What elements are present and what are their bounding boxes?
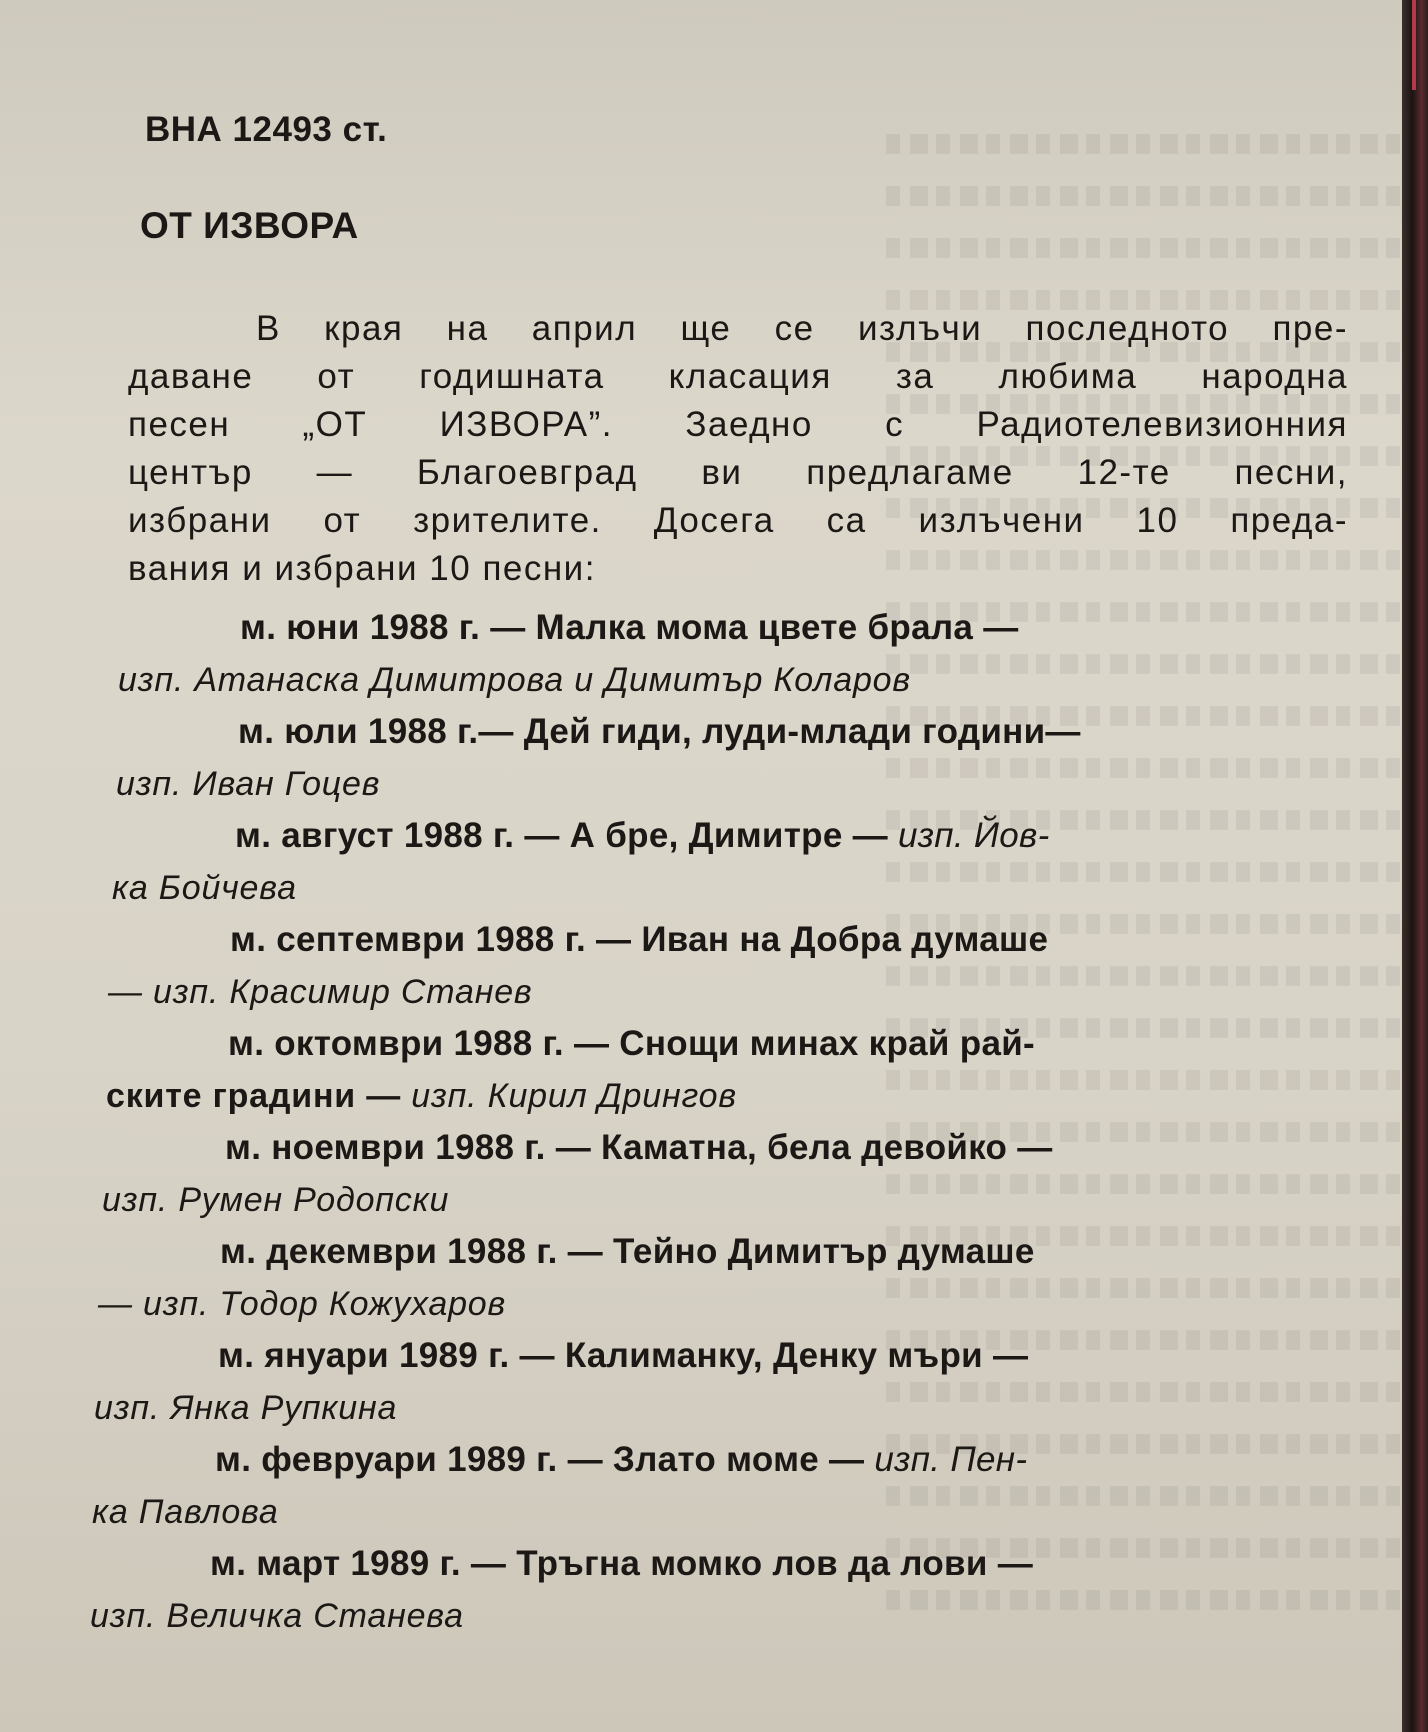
song-entry [90,602,1380,706]
song-title-line: м. септември 1988 г. — Иван на Добра думаше [230,920,1049,959]
song-performer: изп. Атанаска Димитрова и Димитър Коларов [118,661,911,699]
song-performer: — изп. Красимир Станев [108,973,533,1011]
song-performer-start: изп. Йов- [887,816,1050,855]
song-performer: ка Бойчева [112,869,297,907]
intro-line: В края на април ще се излъчи последното пре- [256,309,1348,348]
intro-line: даване от годишната класация за любима народна [128,357,1348,396]
song-performer: изп. Кирил Дрингов [411,1077,737,1115]
song-performer: изп. Величка Станева [90,1597,464,1635]
song-entry [90,1538,1380,1642]
song-entry [90,914,1380,1018]
song-performer: — изп. Тодор Кожухаров [98,1285,507,1323]
song-title-line: м. юли 1988 г.— Дей гиди, луди-млади години— [238,712,1081,751]
song-title-line: м. януари 1989 г. — Калиманку, Денку мъри — [218,1336,1029,1375]
song-list [90,602,1380,1642]
intro-line: избрани от зрителите. Досега са излъчени 10 преда- [128,501,1348,540]
song-entry [90,1018,1380,1122]
song-title-line: м. февруари 1989 г. — Злато моме — [215,1440,865,1479]
song-entry [90,1434,1380,1538]
song-title-line: м. декември 1988 г. — Тейно Димитър думаше [220,1232,1035,1271]
song-performer: изп. Иван Гоцев [116,765,381,803]
song-entry [90,810,1380,914]
song-title-line: м. август 1988 г. — А бре, Димитре — [235,816,888,855]
song-title-continuation: ските градини — [106,1077,412,1115]
song-performer: ка Павлова [92,1493,279,1531]
song-title-line: м. март 1989 г. — Тръгна момко лов да лови — [210,1544,1034,1583]
book-edge [1402,0,1428,1732]
intro-line: вания и избрани 10 песни: [128,549,596,588]
song-performer-start: изп. Пен- [864,1440,1028,1479]
song-entry [90,706,1380,810]
intro-line: център — Благоевград ви предлагаме 12-те песни, [128,453,1348,492]
song-title-line: м. ноември 1988 г. — Каматна, бела девойко — [225,1128,1053,1167]
song-entry [90,1226,1380,1330]
song-performer: изп. Румен Родопски [102,1181,450,1219]
song-entry [90,1330,1380,1434]
book-edge-accent [1412,0,1416,90]
song-title-line: м. юни 1988 г. — Малка мома цвете брала — [240,608,1019,647]
page-heading: ОТ ИЗВОРА [140,205,359,246]
song-title-line: м. октомври 1988 г. — Снощи минах край рай- [228,1024,1035,1063]
intro-line: песен „ОТ ИЗВОРА”. Заедно с Радиотелевизионния [128,405,1348,444]
song-entry [90,1122,1380,1226]
song-performer: изп. Янка Рупкина [94,1389,398,1427]
intro-paragraph [128,305,1348,593]
catalog-code: ВНА 12493 ст. [145,110,388,149]
